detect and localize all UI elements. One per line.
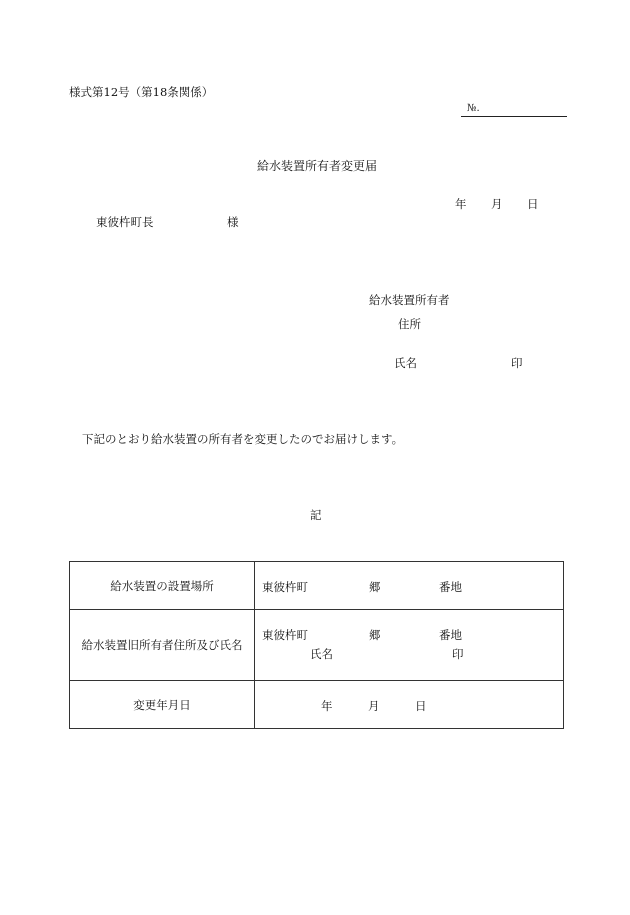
change-date-value [255, 681, 564, 729]
applicant-role: 給水装置所有者 [369, 293, 450, 307]
ki-heading: 記 [310, 508, 322, 522]
change-date-year: 年 [321, 699, 333, 713]
location-town: 東彼杵町 [262, 580, 308, 594]
date-year-label: 年 [455, 197, 467, 211]
number-label: №. [467, 103, 480, 114]
number-underline [461, 116, 567, 117]
change-date-day: 日 [415, 699, 427, 713]
addressee-name: 東彼杵町長 [96, 215, 154, 229]
table-row-former-owner [70, 610, 564, 681]
former-owner-name-label: 氏名 [310, 647, 333, 661]
table-row-location [70, 562, 564, 610]
former-owner-go: 郷 [369, 628, 381, 642]
table-row-change-date [70, 681, 564, 729]
former-owner-seal: 印 [452, 647, 464, 661]
date-day-label: 日 [527, 197, 539, 211]
applicant-name-label: 氏名 [394, 356, 417, 370]
location-label: 給水装置の設置場所 [70, 562, 255, 610]
change-date-month: 月 [368, 699, 380, 713]
document-title: 給水装置所有者変更届 [257, 159, 378, 173]
details-table [69, 561, 564, 729]
location-banchi: 番地 [439, 580, 462, 594]
date-month-label: 月 [491, 197, 503, 211]
location-go: 郷 [369, 580, 381, 594]
former-owner-banchi: 番地 [439, 628, 462, 642]
applicant-seal: 印 [511, 356, 523, 370]
former-owner-value [255, 610, 564, 681]
applicant-address-label: 住所 [398, 317, 421, 331]
former-owner-label: 給水装置旧所有者住所及び氏名 [70, 610, 255, 681]
addressee-honorific: 様 [227, 215, 239, 229]
change-date-label: 変更年月日 [70, 681, 255, 729]
form-number: 様式第12号（第18条関係） [69, 85, 214, 99]
body-text: 下記のとおり給水装置の所有者を変更したのでお届けします。 [82, 432, 404, 446]
former-owner-town: 東彼杵町 [262, 628, 308, 642]
location-value [255, 562, 564, 610]
